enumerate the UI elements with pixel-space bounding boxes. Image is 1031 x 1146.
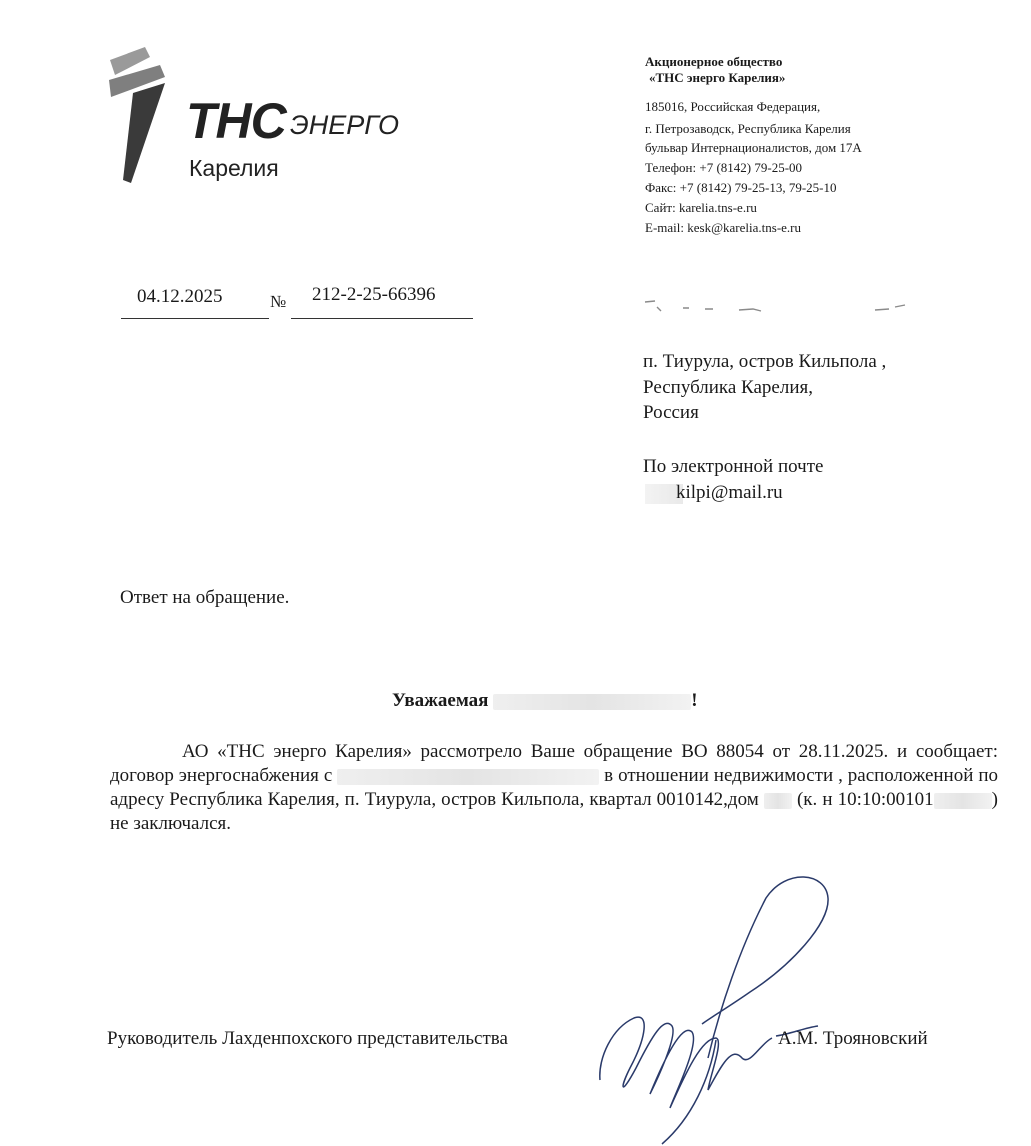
company-email: E-mail: kesk@karelia.tns-e.ru bbox=[645, 220, 801, 235]
letter-body bbox=[110, 740, 998, 836]
document-number: 212-2-25-66396 bbox=[312, 284, 436, 305]
body-part3: (к. н 10:10:00101 bbox=[796, 789, 934, 810]
company-address-line2: г. Петрозаводск, Республика Карелия bbox=[645, 121, 851, 136]
body-cadastral-redacted bbox=[934, 793, 992, 809]
document-number-sign: № bbox=[270, 292, 287, 311]
recipient-email: kilpi@mail.ru bbox=[676, 482, 783, 503]
recipient-name-redacted bbox=[643, 298, 908, 316]
company-name-line1: Акционерное общество bbox=[645, 54, 783, 69]
company-name-line2: «ТНС энерго Карелия» bbox=[649, 70, 786, 85]
body-part2: в отношении недвижимости , расположенной по адресу Республика Карелия, п. Тиурула, остров Кильпола, квартал 0010142,дом bbox=[110, 765, 998, 810]
company-phone: Телефон: +7 (8142) 79-25-00 bbox=[645, 160, 803, 175]
recipient-address-line3: Россия bbox=[643, 402, 699, 423]
logo-brand-suffix: ЭНЕРГО bbox=[290, 110, 400, 140]
body-paragraph bbox=[110, 740, 998, 836]
company-address-line1: 185016, Российская Федерация, bbox=[645, 99, 821, 114]
logo-region: Карелия bbox=[189, 155, 279, 181]
recipient-address-line1: п. Тиурула, остров Кильпола , bbox=[643, 351, 887, 372]
recipient-address-line2: Республика Карелия, bbox=[643, 377, 813, 398]
salutation bbox=[392, 690, 698, 712]
handwritten-signature-icon bbox=[590, 868, 850, 1146]
company-fax: Факс: +7 (8142) 79-25-13, 79-25-10 bbox=[645, 180, 837, 195]
company-logo-mark-icon bbox=[105, 45, 195, 185]
delivery-method: По электронной почте bbox=[643, 456, 824, 477]
salutation-prefix: Уважаемая bbox=[392, 690, 489, 711]
body-house-redacted bbox=[764, 793, 792, 809]
company-address-line3: бульвар Интернационалистов, дом 17А bbox=[645, 140, 862, 155]
logo-brand: ТНС bbox=[186, 93, 286, 149]
letter-subject: Ответ на обращение. bbox=[120, 587, 290, 608]
company-site: Сайт: karelia.tns-e.ru bbox=[645, 200, 757, 215]
document-date: 04.12.2025 bbox=[137, 286, 223, 307]
date-underline bbox=[121, 318, 269, 319]
signer-title: Руководитель Лахденпохского представительства bbox=[107, 1028, 508, 1049]
salutation-suffix: ! bbox=[691, 690, 698, 711]
signer-name: А.М. Трояновский bbox=[778, 1028, 928, 1049]
body-part4: ) не заключался. bbox=[110, 789, 998, 834]
body-name-redacted bbox=[337, 769, 599, 785]
number-underline bbox=[291, 318, 473, 319]
salutation-name-redacted bbox=[493, 694, 691, 710]
body-part1: АО «ТНС энерго Карелия» рассмотрело Ваше обращение ВО 88054 от 28.11.2025. и сообщает: договор энергоснабжения с bbox=[110, 741, 998, 786]
